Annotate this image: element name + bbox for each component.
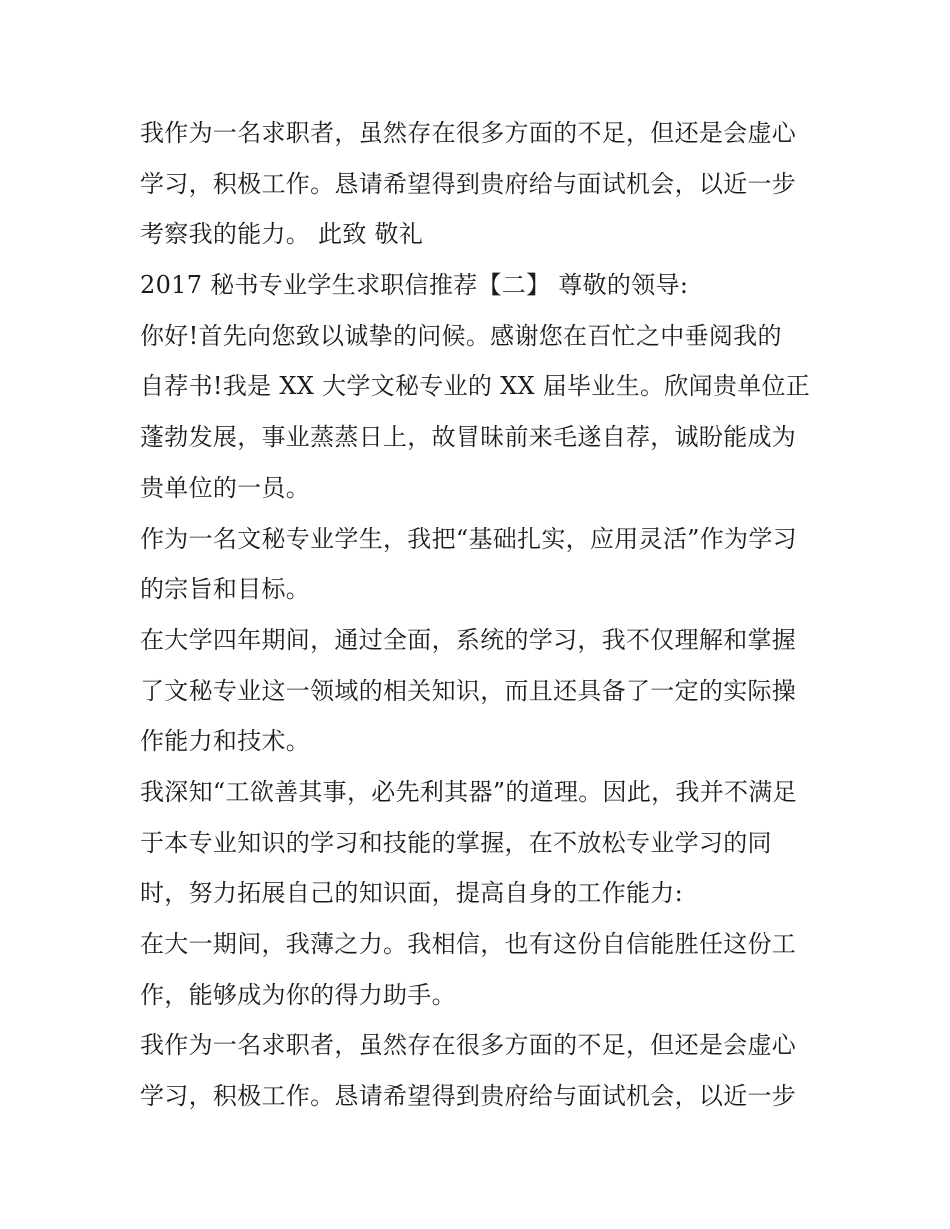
text-line: 学习，积极工作。恳请希望得到贵府给与面试机会，以近一步 [140,169,797,198]
text-line: 于本专业知识的学习和技能的掌握，在不放松专业学习的同 [140,828,772,857]
text-line: 作为一名文秘专业学生，我把“基础扎实，应用灵活”作为学习 [140,524,797,553]
text-line: 在大一期间，我薄之力。我相信，也有这份自信能胜任这份工 [140,930,797,958]
text-line: 我作为一名求职者，虽然存在很多方面的不足，但还是会虚心 [140,119,797,147]
text-line: 在大学四年期间，通过全面，系统的学习，我不仅理解和掌握 [140,625,797,654]
text-line: 作，能够成为你的得力助手。 [140,980,456,1009]
text-line: 自荐书!我是 XX 大学文秘专业的 XX 届毕业生。欣闻贵单位正 [140,372,811,401]
text-line: 我深知“工欲善其事，必先利其器”的道理。因此，我并不满足 [140,777,797,806]
section-heading-line: 2017 秘书专业学生求职信推荐【二】 尊敬的领导: [140,271,689,300]
text-line: 你好!首先向您致以诚挚的问候。感谢您在百忙之中垂阅我的 [140,321,782,350]
text-line: 时，努力拓展自己的知识面，提高自身的工作能力: [140,879,683,908]
text-line: 贵单位的一员。 [140,473,311,502]
text-line: 了文秘专业这一领域的相关知识，而且还具备了一定的实际操 [140,676,797,705]
text-line: 的宗旨和目标。 [140,575,311,604]
text-line: 我作为一名求职者，虽然存在很多方面的不足，但还是会虚心 [140,1031,797,1060]
document-body [140,108,820,1122]
text-line: 作能力和技术。 [140,727,311,756]
text-line: 考察我的能力。 此致 敬礼 [140,220,424,249]
text-line: 学习，积极工作。恳请希望得到贵府给与面试机会，以近一步 [140,1082,797,1111]
text-line: 蓬勃发展，事业蒸蒸日上，故冒昧前来毛遂自荐，诚盼能成为 [140,423,797,452]
